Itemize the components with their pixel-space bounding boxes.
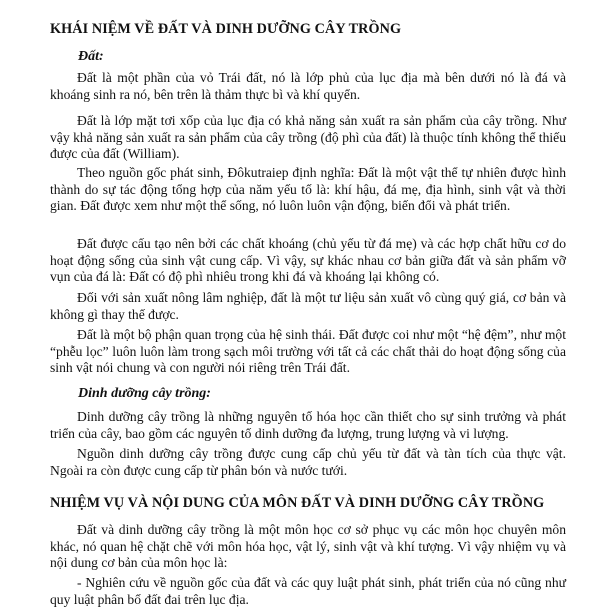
paragraph-tasks-2: - Nghiên cứu về nguồn gốc của đất và các quy luật phát sinh, phát triển của nó cũng như quy luật phân bố đất đai trên lục địa. <box>50 575 566 607</box>
paragraph-nutrition-1: Dinh dưỡng cây trồng là những nguyên tố hóa học cần thiết cho sự sinh trưởng và phát triển của cây, bao gồm các nguyên tố dinh dưỡng đa lượng, trung lượng và vi lượng. <box>50 409 566 441</box>
paragraph-soil-6: Đất là một bộ phận quan trọng của hệ sinh thái. Đất được coi như một “hệ đệm”, như một “phễu lọc” luôn luôn làm trong sạch môi trường với tất cả các chất thải do hoạt động sống của sinh vật nói chung và con người nói riêng trên Trái đất. <box>50 327 566 375</box>
paragraph-soil-1: Đất là một phần của vỏ Trái đất, nó là lớp phủ của lục địa mà bên dưới nó là đá và khoáng sinh ra nó, bên trên là thảm thực bì và khí quyển. <box>50 70 566 102</box>
subheading-soil: Đất: <box>78 49 104 64</box>
paragraph-soil-3: Theo nguồn gốc phát sinh, Đôkutraiep định nghĩa: Đất là một vật thể tự nhiên được hình thành do sự tác động tổng hợp của năm yếu tố là: khí hậu, đá mẹ, địa hình, sinh vật và thời gian. Đất được xem như một thể sống, nó luôn luôn vận động, biến đổi và phát triển. <box>50 165 566 213</box>
section-heading-tasks: NHIỆM VỤ VÀ NỘI DUNG CỦA MÔN ĐẤT VÀ DINH DƯỠNG CÂY TRỒNG <box>50 495 545 511</box>
paragraph-soil-2: Đất là lớp mặt tơi xốp của lục địa có khả năng sản xuất ra sản phẩm của cây trồng. Như vậy khả năng sản xuất ra sản phẩm của cây trồng (độ phì của đất) là thuộc tính không thể thiếu được của đất (William). <box>50 113 566 161</box>
paragraph-nutrition-2: Nguồn dinh dưỡng cây trồng được cung cấp chủ yếu từ đất và tàn tích của thực vật. Ngoài ra còn được cung cấp từ phân bón và nước tưới. <box>50 446 566 478</box>
paragraph-soil-5: Đối với sản xuất nông lâm nghiệp, đất là một tư liệu sản xuất vô cùng quý giá, cơ bản và không gì thay thế được. <box>50 290 566 322</box>
subheading-nutrition: Dinh dưỡng cây trồng: <box>78 386 211 401</box>
section-heading-concepts: KHÁI NIỆM VỀ ĐẤT VÀ DINH DƯỠNG CÂY TRỒNG <box>50 21 402 37</box>
paragraph-soil-4: Đất được cấu tạo nên bởi các chất khoáng (chủ yếu từ đá mẹ) và các hợp chất hữu cơ do hoạt động sống của sinh vật cung cấp. Vì vậy, sự khác nhau cơ bản giữa đất và sản phẩm vỡ vụn của đá là: Đất có độ phì nhiêu trong khi đá và khoáng lại không có. <box>50 236 566 284</box>
paragraph-tasks-1: Đất và dinh dưỡng cây trồng là một môn học cơ sở phục vụ các môn học chuyên môn khác, nó quan hệ chặt chẽ với môn hóa học, vật lý, sinh vật và khí tượng. Vì vậy nhiệm vụ và nội dung cơ bản của môn học là: <box>50 522 566 570</box>
